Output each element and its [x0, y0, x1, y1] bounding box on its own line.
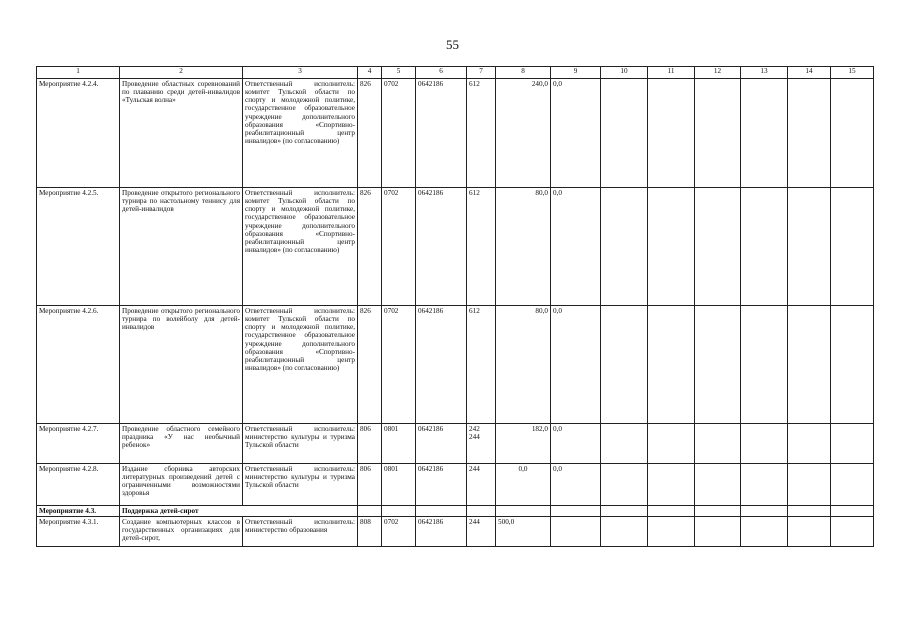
- column-header: 11: [648, 67, 695, 79]
- empty-cell: [741, 506, 788, 517]
- amount-col8: 182,0: [496, 424, 551, 464]
- empty-cell: [551, 506, 601, 517]
- empty-cell: [695, 464, 741, 506]
- empty-cell: [648, 506, 695, 517]
- amount-col9: 0,0: [551, 464, 601, 506]
- empty-cell: [496, 506, 551, 517]
- budget-code: 826: [358, 79, 382, 188]
- measure-id: Мероприятие 4.2.8.: [37, 464, 120, 506]
- empty-cell: [601, 517, 648, 547]
- empty-cell: [741, 79, 788, 188]
- empty-cell: [831, 517, 874, 547]
- measures-table: [36, 66, 874, 547]
- measure-id: Мероприятие 4.2.6.: [37, 306, 120, 424]
- empty-cell: [601, 464, 648, 506]
- empty-cell: [741, 424, 788, 464]
- empty-cell: [648, 464, 695, 506]
- amount-col8: 500,0: [496, 517, 551, 547]
- target-article: 0642186: [416, 517, 467, 547]
- expense-type: 612: [467, 306, 496, 424]
- column-header: 4: [358, 67, 382, 79]
- section-id: Мероприятие 4.3.: [37, 506, 120, 517]
- budget-code: 806: [358, 424, 382, 464]
- target-article: 0642186: [416, 306, 467, 424]
- empty-cell: [358, 506, 382, 517]
- empty-cell: [601, 188, 648, 306]
- budget-code: 808: [358, 517, 382, 547]
- page-number: 55: [446, 37, 459, 52]
- expense-type: 242 244: [467, 424, 496, 464]
- empty-cell: [741, 464, 788, 506]
- amount-col9: 0,0: [551, 188, 601, 306]
- column-header: 14: [788, 67, 831, 79]
- empty-cell: [695, 79, 741, 188]
- empty-cell: [695, 306, 741, 424]
- column-header: 12: [695, 67, 741, 79]
- empty-cell: [741, 517, 788, 547]
- column-header: 1: [37, 67, 120, 79]
- budget-code: 826: [358, 306, 382, 424]
- empty-cell: [695, 506, 741, 517]
- empty-cell: [601, 79, 648, 188]
- empty-cell: [601, 506, 648, 517]
- expense-type: 612: [467, 79, 496, 188]
- column-header: 7: [467, 67, 496, 79]
- target-article: 0642186: [416, 424, 467, 464]
- table-row: [37, 306, 874, 424]
- target-article: 0642186: [416, 188, 467, 306]
- measure-id: Мероприятие 4.2.7.: [37, 424, 120, 464]
- measure-name: Проведение областных соревнований по плаванию среди детей-инвалидов «Тульская волна»: [120, 79, 243, 188]
- column-header: 9: [551, 67, 601, 79]
- column-header: 5: [382, 67, 416, 79]
- column-header: 2: [120, 67, 243, 79]
- amount-col9: 0,0: [551, 79, 601, 188]
- header-row: [37, 67, 874, 79]
- amount-col9: [551, 517, 601, 547]
- measure-executor: Ответственный исполнитель: министерство культуры и туризма Тульской области: [243, 464, 358, 506]
- empty-cell: [695, 424, 741, 464]
- empty-cell: [416, 506, 467, 517]
- target-article: 0642186: [416, 79, 467, 188]
- empty-cell: [741, 306, 788, 424]
- measure-executor: Ответственный исполнитель: министерство культуры и туризма Тульской области: [243, 424, 358, 464]
- expense-type: 244: [467, 517, 496, 547]
- column-header: 6: [416, 67, 467, 79]
- empty-cell: [695, 188, 741, 306]
- empty-cell: [788, 306, 831, 424]
- table-row: [37, 79, 874, 188]
- empty-cell: [601, 424, 648, 464]
- empty-cell: [831, 79, 874, 188]
- section-code: 0702: [382, 79, 416, 188]
- empty-cell: [788, 79, 831, 188]
- empty-cell: [831, 188, 874, 306]
- empty-cell: [741, 188, 788, 306]
- empty-cell: [788, 424, 831, 464]
- section-code: 0702: [382, 188, 416, 306]
- measure-id: Мероприятие 4.2.4.: [37, 79, 120, 188]
- column-header: 3: [243, 67, 358, 79]
- amount-col8: 80,0: [496, 188, 551, 306]
- empty-cell: [831, 464, 874, 506]
- measure-name: Проведение открытого регионального турнира по настольному теннису для детей-инвалидов: [120, 188, 243, 306]
- measure-id: Мероприятие 4.2.5.: [37, 188, 120, 306]
- column-header: 8: [496, 67, 551, 79]
- measure-executor: Ответственный исполнитель: комитет Тульской области по спорту и молодежной политике, государственное образовательное учреждение дополнительного образования «Спортивно-реабилитационный центр инвалидов» (по согласованию): [243, 306, 358, 424]
- amount-col9: 0,0: [551, 424, 601, 464]
- empty-cell: [831, 506, 874, 517]
- section-row: [37, 506, 874, 517]
- measure-executor: Ответственный исполнитель: комитет Тульской области по спорту и молодежной политике, государственное образовательное учреждение дополнительного образования «Спортивно-реабилитационный центр инвалидов» (по согласованию): [243, 79, 358, 188]
- empty-cell: [382, 506, 416, 517]
- expense-type: 244: [467, 464, 496, 506]
- measure-id: Мероприятие 4.3.1.: [37, 517, 120, 547]
- empty-cell: [695, 517, 741, 547]
- column-header: 13: [741, 67, 788, 79]
- budget-code: 826: [358, 188, 382, 306]
- amount-col8: 80,0: [496, 306, 551, 424]
- empty-cell: [648, 306, 695, 424]
- empty-cell: [788, 517, 831, 547]
- empty-cell: [648, 188, 695, 306]
- amount-col8: 240,0: [496, 79, 551, 188]
- empty-cell: [467, 506, 496, 517]
- column-header: 15: [831, 67, 874, 79]
- empty-cell: [648, 517, 695, 547]
- empty-cell: [601, 306, 648, 424]
- empty-cell: [831, 424, 874, 464]
- section-code: 0801: [382, 464, 416, 506]
- empty-cell: [788, 188, 831, 306]
- amount-col8: 0,0: [496, 464, 551, 506]
- measure-name: Издание сборника авторских литературных произведений детей с ограниченными возможностями здоровья: [120, 464, 243, 506]
- empty-cell: [788, 506, 831, 517]
- amount-col9: 0,0: [551, 306, 601, 424]
- table-row: [37, 188, 874, 306]
- table-row: [37, 517, 874, 547]
- budget-code: 806: [358, 464, 382, 506]
- measure-name: Проведение открытого регионального турнира по волейболу для детей-инвалидов: [120, 306, 243, 424]
- target-article: 0642186: [416, 464, 467, 506]
- expense-type: 612: [467, 188, 496, 306]
- empty-cell: [788, 464, 831, 506]
- empty-cell: [648, 79, 695, 188]
- section-code: 0801: [382, 424, 416, 464]
- table-row: [37, 424, 874, 464]
- table-row: [37, 464, 874, 506]
- empty-cell: [831, 306, 874, 424]
- column-header: 10: [601, 67, 648, 79]
- measure-name: Создание компьютерных классов в государственных организациях для детей-сирот,: [120, 517, 243, 547]
- measure-executor: Ответственный исполнитель: министерство образования: [243, 517, 358, 547]
- measure-executor: Ответственный исполнитель: комитет Тульской области по спорту и молодежной политике, государственное образовательное учреждение дополнительного образования «Спортивно-реабилитационный центр инвалидов» (по согласованию): [243, 188, 358, 306]
- section-code: 0702: [382, 306, 416, 424]
- section-title: Поддержка детей-сирот: [120, 506, 358, 517]
- measure-name: Проведение областного семейного праздника «У нас необычный ребенок»: [120, 424, 243, 464]
- section-code: 0702: [382, 517, 416, 547]
- empty-cell: [648, 424, 695, 464]
